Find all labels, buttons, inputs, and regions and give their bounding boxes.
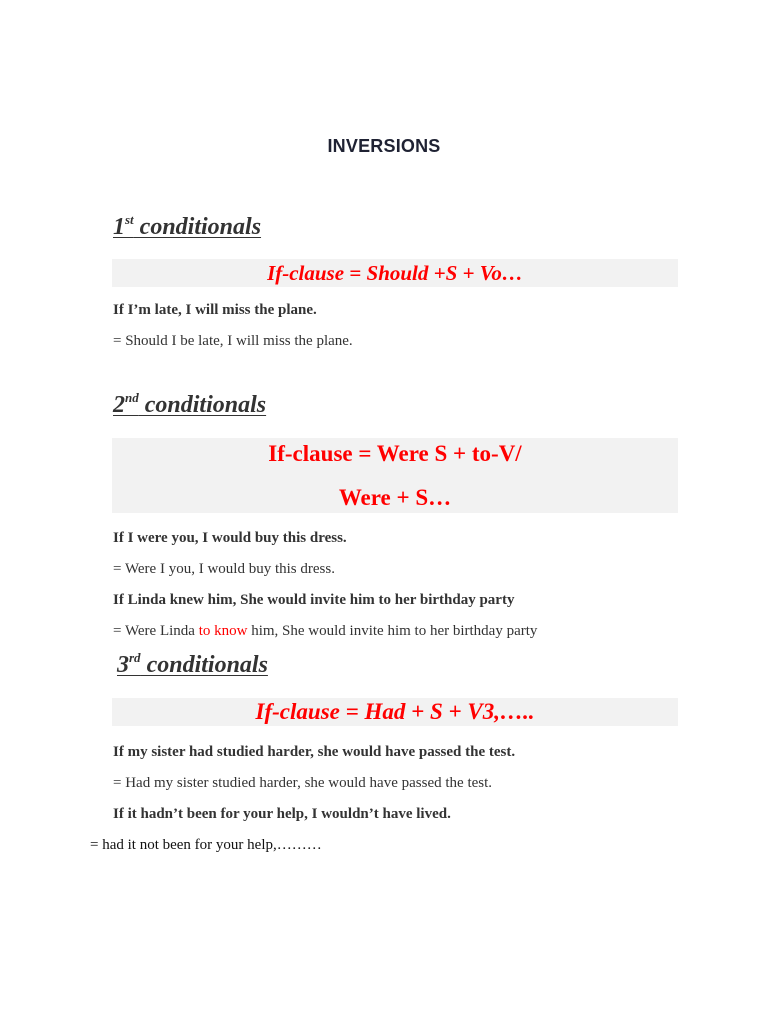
section-heading-third-conditionals <box>117 652 268 679</box>
example-inversion: = had it not been for your help,……… <box>90 837 322 853</box>
example-inversion-highlighted <box>113 623 537 640</box>
formula-box-third-conditional: If-clause = Had + S + V3,….. <box>112 698 678 726</box>
formula-box-second-conditional <box>112 438 678 513</box>
heading-text: conditionals <box>138 392 267 418</box>
heading-ordinal-suffix: st <box>125 212 134 227</box>
example-sentence: If I’m late, I will miss the plane. <box>113 302 317 318</box>
formula-line: If-clause = Were S + to-V/ <box>268 441 522 466</box>
example-sentence: If Linda knew him, She would invite him to her birthday party <box>113 592 515 608</box>
formula-line: Were + S… <box>338 485 452 510</box>
heading-text: conditionals <box>140 652 268 678</box>
heading-number: 2 <box>113 392 125 418</box>
heading-number: 1 <box>113 214 125 240</box>
heading-text: conditionals <box>133 214 262 240</box>
section-heading-first-conditionals <box>113 214 261 241</box>
heading-ordinal-suffix: nd <box>125 390 139 405</box>
example-sentence: If my sister had studied harder, she would have passed the test. <box>113 744 516 760</box>
example-inversion: = Were I you, I would buy this dress. <box>113 561 335 577</box>
heading-number: 3 <box>117 652 129 678</box>
example-text-before: = Were Linda <box>113 623 199 639</box>
section-heading-second-conditionals <box>113 392 266 419</box>
heading-ordinal-suffix: rd <box>129 650 141 665</box>
highlighted-phrase: to know <box>198 623 248 639</box>
example-sentence: If I were you, I would buy this dress. <box>113 530 347 546</box>
page-title: INVERSIONS <box>327 136 441 156</box>
example-sentence: If it hadn’t been for your help, I wouldn’t have lived. <box>113 806 451 822</box>
example-text-after: him, She would invite him to her birthday party <box>247 623 538 639</box>
example-inversion: = Should I be late, I will miss the plane. <box>113 333 353 349</box>
example-inversion: = Had my sister studied harder, she would have passed the test. <box>113 775 493 791</box>
formula-box-first-conditional: If-clause = Should +S + Vo… <box>112 259 678 287</box>
